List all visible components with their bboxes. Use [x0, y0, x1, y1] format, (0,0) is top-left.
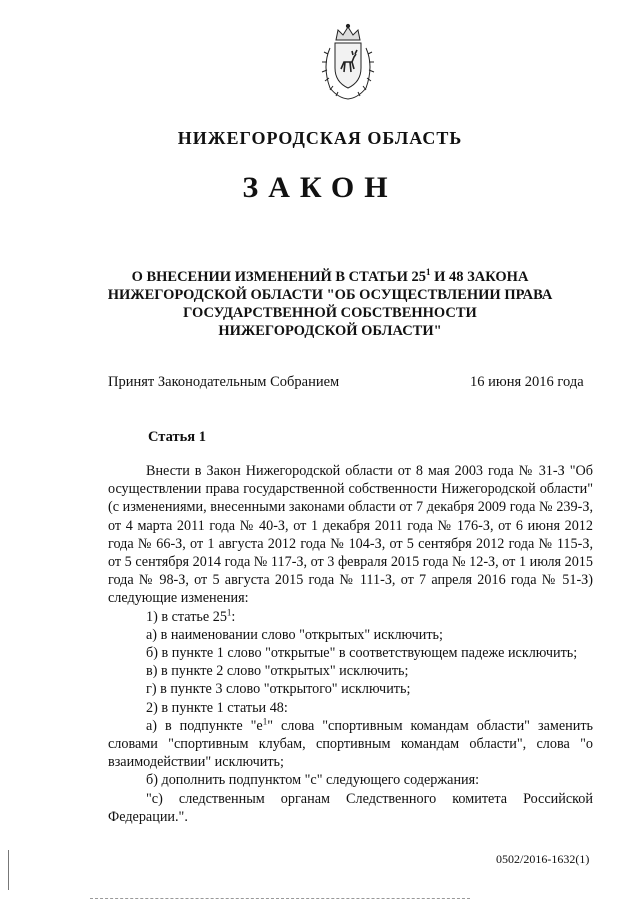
item-1c: в) в пункте 2 слово "открытых" исключить; — [146, 663, 409, 680]
item-2c: "с) следственным органам Следственного комитета Российской Федерации.". — [108, 790, 593, 825]
item-2b: б) дополнить подпунктом "с" следующего содержания: — [146, 772, 480, 789]
item-2a: а) в подпункте "$е^1$" слова "спортивным командам области" заменить словами "спортивным клубам, спортивным командам области", слова "о взаимодействии" исключить; — [108, 716, 593, 771]
document-type-heading: ЗАКОН — [242, 171, 398, 204]
item-1b: б) в пункте 1 слово "открытые" в соответствующем падеже исключить; — [146, 645, 578, 662]
region-heading: НИЖЕГОРОДСКАЯ ОБЛАСТЬ — [177, 128, 463, 148]
law-title-line-2: НИЖЕГОРОДСКОЙ ОБЛАСТИ "ОБ ОСУЩЕСТВЛЕНИИ ПРАВА — [107, 287, 553, 303]
scan-margin-mark — [8, 850, 9, 890]
law-title-line-3: ГОСУДАРСТВЕННОЙ СОБСТВЕННОСТИ — [183, 305, 477, 321]
scan-bottom-line — [90, 898, 470, 899]
adopted-by: Принят Законодательным Собранием — [108, 374, 340, 390]
item-2: 2) в пункте 1 статьи 48: — [146, 699, 288, 716]
item-1: 1) в статье $25^1$: — [146, 606, 236, 625]
law-title-line-1: О ВНЕСЕНИИ ИЗМЕНЕНИЙ В СТАТЬИ $25^1$ И 48 ЗАКОНА — [131, 267, 529, 285]
item-1a: а) в наименовании слово "открытых" исключить; — [146, 626, 443, 643]
law-title-line-4: НИЖЕГОРОДСКОЙ ОБЛАСТИ" — [218, 323, 442, 339]
article-intro: Внести в Закон Нижегородской области от 8 мая 2003 года № 31-З "Об осуществлении права государственной собственности Нижегородской области" (с изменениями, внесенными законами области от 7 декабря 2009 года № 239-З, от 4 марта 2011 года № 40-З, от 1 декабря 2011 года № 176-З, от 6 июня 2012 года № 66-З, от 1 августа 2012 года № 104-З, от 5 сентября 2012 года № 115-З, от 5 сентября 2014 года № 117-З, от 3 февраля 2015 года № 12-З, от 1 июля 2015 года № 98-З, от 5 августа 2015 года № 111-З, от 7 апреля 2016 года № 51-З) следующие изменения: — [108, 463, 593, 607]
article-body — [108, 462, 593, 826]
adoption-date: 16 июня 2016 года — [470, 374, 584, 390]
document-number: 0502/2016-1632(1) — [496, 852, 590, 866]
law-title — [100, 268, 560, 340]
item-1d: г) в пункте 3 слово "открытого" исключить; — [146, 681, 411, 698]
article-heading: Статья 1 — [148, 429, 206, 445]
coat-of-arms-emblem — [316, 22, 380, 102]
